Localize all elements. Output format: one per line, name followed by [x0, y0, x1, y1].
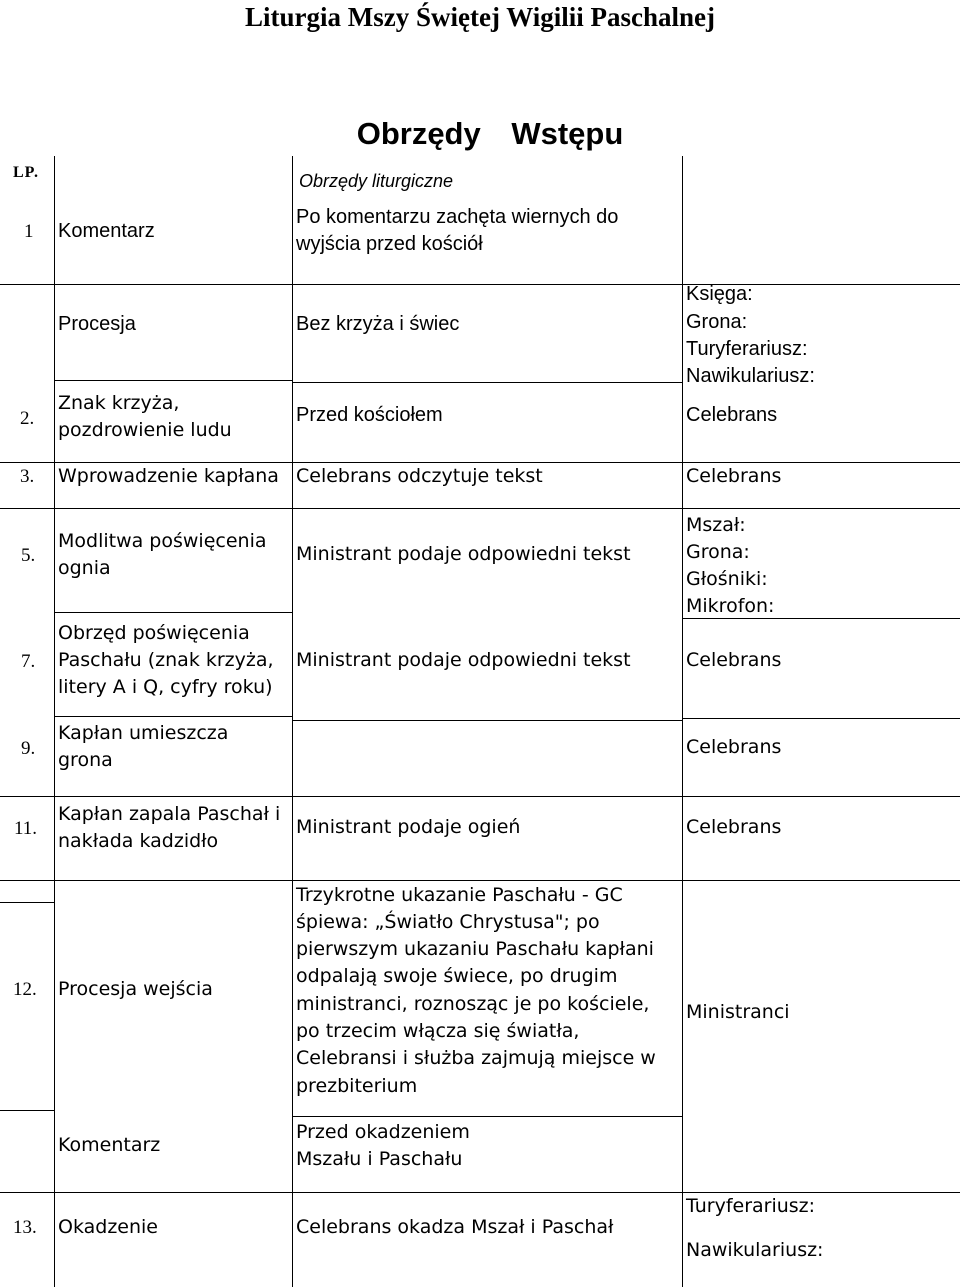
- table-row-divider: [292, 720, 682, 721]
- row-name: Obrzęd poświęcenia: [58, 622, 250, 644]
- row-number: 1: [24, 221, 34, 242]
- row-name: litery A i Q, cyfry roku): [58, 676, 273, 698]
- table-column-divider: [54, 156, 55, 1287]
- row-role: Celebrans: [686, 465, 782, 487]
- row-description: odpalają swoje świece, po drugim: [296, 965, 618, 987]
- row-name: Kapłan umieszcza: [58, 722, 229, 744]
- row-description: Ministrant podaje odpowiedni tekst: [296, 543, 631, 565]
- row-description: wyjścia przed kościół: [296, 233, 483, 255]
- row-role: Grona:: [686, 311, 748, 333]
- table-row-divider: [54, 612, 292, 613]
- row-number: 12.: [13, 979, 37, 1000]
- section-title: Obrzędy Wstępu: [356, 116, 624, 151]
- row-name: Komentarz: [58, 220, 155, 242]
- row-description: Przed okadzeniem: [296, 1121, 470, 1143]
- row-role: Turyferariusz:: [686, 1195, 816, 1217]
- row-description: Ministrant podaje ogień: [296, 816, 521, 838]
- table-row-divider: [0, 508, 960, 509]
- row-role: Mszał:: [686, 514, 746, 536]
- row-name: Wprowadzenie kapłana: [58, 465, 279, 487]
- row-role: Księga:: [686, 283, 753, 305]
- row-number: 5.: [21, 545, 36, 566]
- row-role: Ministranci: [686, 1001, 790, 1023]
- table-row-divider: [0, 1192, 960, 1193]
- table-header-lp: LP.: [13, 164, 39, 181]
- row-number: 3.: [20, 466, 35, 487]
- row-name: Procesja wejścia: [58, 978, 213, 1000]
- row-role: Celebrans: [686, 404, 778, 426]
- row-number: 7.: [21, 651, 36, 672]
- row-description: Trzykrotne ukazanie Paschału - GC: [296, 884, 623, 906]
- table-row-divider: [292, 1116, 682, 1117]
- row-number: 11.: [14, 818, 38, 839]
- row-role: Turyferariusz:: [686, 338, 808, 360]
- row-role: Grona:: [686, 541, 750, 563]
- row-description: Przed kościołem: [296, 404, 443, 426]
- row-description: po trzecim włącza się światła,: [296, 1020, 580, 1042]
- row-role: Celebrans: [686, 649, 782, 671]
- table-row-divider: [0, 902, 54, 903]
- row-name: nakłada kadzidło: [58, 830, 219, 852]
- row-description: Celebrans okadza Mszał i Paschał: [296, 1216, 614, 1238]
- table-row-divider: [292, 382, 682, 383]
- row-name: Okadzenie: [58, 1216, 159, 1238]
- row-role: Nawikulariusz:: [686, 365, 815, 387]
- row-name: pozdrowienie ludu: [58, 419, 232, 441]
- table-row-divider: [0, 796, 960, 797]
- table-row-divider: [682, 718, 960, 719]
- table-row-divider: [0, 284, 960, 285]
- row-name: grona: [58, 749, 113, 771]
- row-name: Kapłan zapala Paschał i: [58, 803, 281, 825]
- row-number: 2.: [20, 408, 35, 429]
- row-description: Ministrant podaje odpowiedni tekst: [296, 649, 631, 671]
- row-description: Bez krzyża i świec: [296, 313, 460, 335]
- table-header-liturgical-rites: Obrzędy liturgiczne: [299, 171, 454, 191]
- document-title: Liturgia Mszy Świętej Wigilii Paschalnej: [245, 2, 715, 32]
- row-name: Komentarz: [58, 1134, 161, 1156]
- row-role: Głośniki:: [686, 568, 768, 590]
- table-row-divider: [54, 380, 292, 381]
- row-role: Celebrans: [686, 816, 782, 838]
- row-name: Znak krzyża,: [58, 392, 180, 414]
- row-description: Mszału i Paschału: [296, 1148, 463, 1170]
- row-role: Nawikulariusz:: [686, 1239, 824, 1261]
- table-column-divider: [292, 156, 293, 1287]
- row-number: 9.: [21, 738, 36, 759]
- row-role: Mikrofon:: [686, 595, 775, 617]
- table-row-divider: [0, 1110, 54, 1111]
- row-description: prezbiterium: [296, 1075, 418, 1097]
- table-column-divider: [682, 156, 683, 1287]
- row-description: Celebransi i służba zajmują miejsce w: [296, 1047, 656, 1069]
- row-role: Celebrans: [686, 736, 782, 758]
- row-description: ministranci, roznosząc je po kościele,: [296, 993, 650, 1015]
- row-name: Paschału (znak krzyża,: [58, 649, 274, 671]
- row-description: pierwszym ukazaniu Paschału kapłani: [296, 938, 654, 960]
- row-number: 13.: [13, 1217, 37, 1238]
- row-name: Procesja: [58, 313, 136, 335]
- row-description: Po komentarzu zachęta wiernych do: [296, 206, 619, 228]
- row-name: ognia: [58, 557, 111, 579]
- row-description: śpiewa: „Światło Chrystusa"; po: [296, 911, 600, 933]
- table-row-divider: [54, 716, 292, 717]
- row-description: Celebrans odczytuje tekst: [296, 465, 543, 487]
- row-name: Modlitwa poświęcenia: [58, 530, 267, 552]
- table-row-divider: [0, 880, 960, 881]
